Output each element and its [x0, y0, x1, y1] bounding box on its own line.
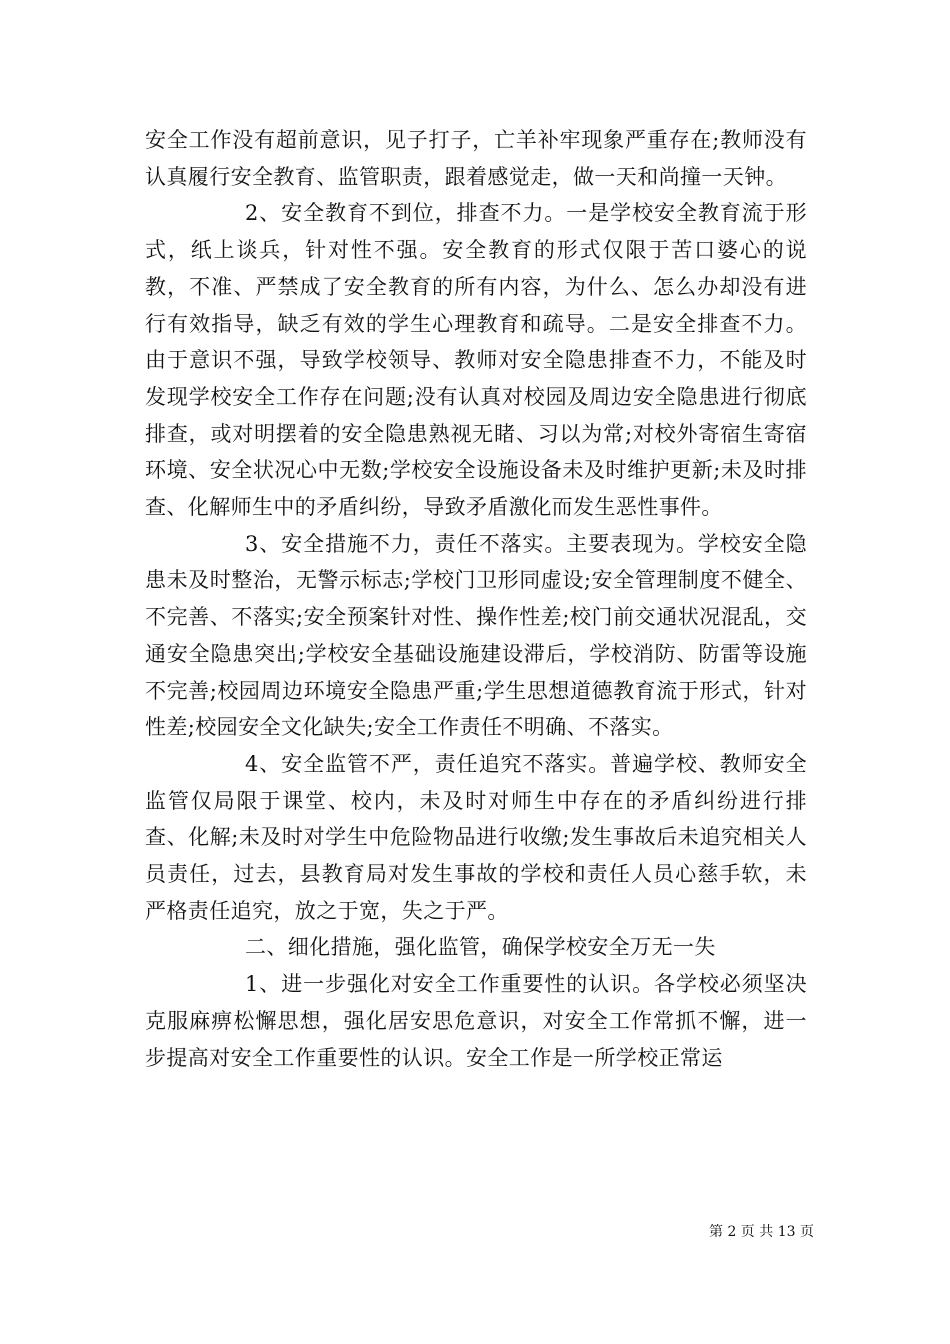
paragraph-item-2: 2、安全教育不到位，排查不力。一是学校安全教育流于形式，纸上谈兵，针对性不强。安全教育的形式仅限于苦口婆心的说教，不准、严禁成了安全教育的所有内容，为什么、怎么办却没有进行有效指导，缺乏有效的学生心理教育和疏导。二是安全排查不力。由于意识不强，导致学校领导、教师对安全隐患排查不力，不能及时发现学校安全工作存在问题;没有认真对校园及周边安全隐患进行彻底排查，或对明摆着的安全隐患熟视无睹、习以为常;对校外寄宿生寄宿环境、安全状况心中无数;学校安全设施设备未及时维护更新;未及时排查、化解师生中的矛盾纠纷，导致矛盾激化而发生恶性事件。 [145, 201, 807, 520]
document-body [145, 122, 807, 1076]
paragraph-item-3: 3、安全措施不力，责任不落实。主要表现为。学校安全隐患未及时整治，无警示标志;学校门卫形同虚设;安全管理制度不健全、不完善、不落实;安全预案针对性、操作性差;校门前交通状况混乱，交通安全隐患突出;学校安全基础设施建设滞后，学校消防、防雷等设施不完善;校园周边环境安全隐患严重;学生思想道德教育流于形式，针对性差;校园安全文化缺失;安全工作责任不明确、不落实。 [145, 531, 807, 740]
paragraph-item-1: 1、进一步强化对安全工作重要性的认识。各学校必须坚决克服麻痹松懈思想，强化居安思危意识，对安全工作常抓不懈，进一步提高对安全工作重要性的认识。安全工作是一所学校正常运 [145, 972, 807, 1070]
page-number-footer: 第 2 页 共 13 页 [709, 1224, 814, 1240]
paragraph-item-4: 4、安全监管不严，责任追究不落实。普遍学校、教师安全监管仅局限于课堂、校内，未及时对师生中存在的矛盾纠纷进行排查、化解;未及时对学生中危险物品进行收缴;发生事故后未追究相关人员责任，过去，县教育局对发生事故的学校和责任人员心慈手软，未严格责任追究，放之于宽，失之于严。 [145, 751, 807, 923]
section-heading: 二、细化措施，强化监管，确保学校安全万无一失 [245, 935, 716, 960]
paragraph-continuation: 安全工作没有超前意识，见子打子，亡羊补牢现象严重存在;教师没有认真履行安全教育、监管职责，跟着感觉走，做一天和尚撞一天钟。 [145, 128, 807, 189]
